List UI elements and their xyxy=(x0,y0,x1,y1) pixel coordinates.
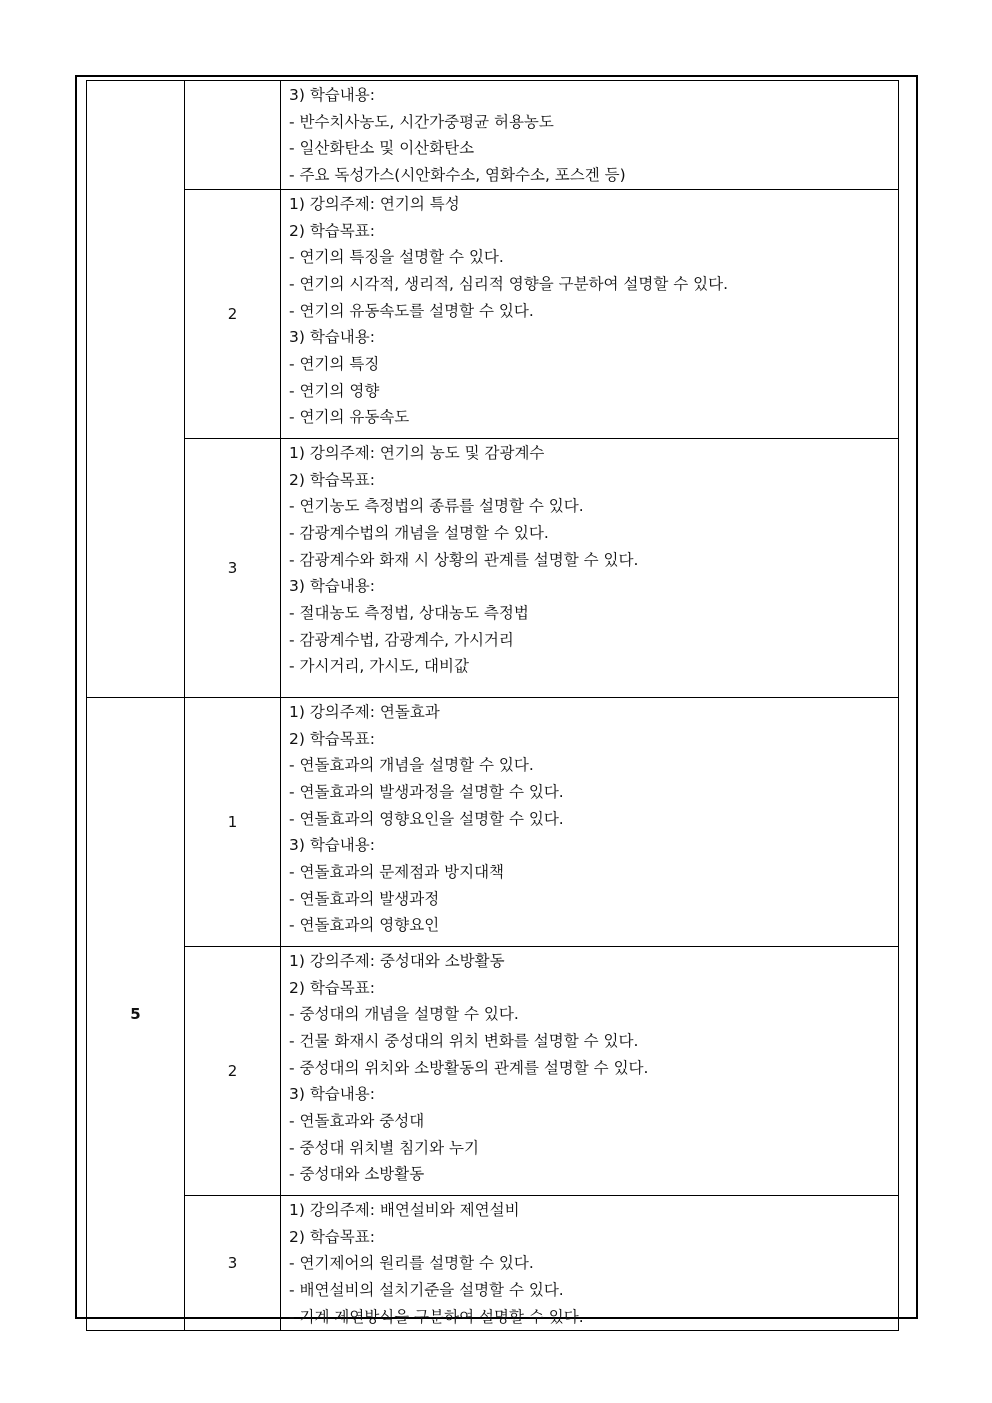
content-line: 2) 학습목표: xyxy=(289,978,375,997)
table-row xyxy=(87,189,899,438)
content-line: - 감광계수법의 개념을 설명할 수 있다. xyxy=(289,523,549,542)
content-line: 1) 강의주제: 연돌효과 xyxy=(289,702,440,721)
content-line: - 연기의 유동속도 xyxy=(289,408,410,427)
content-line: - 연돌효과의 발생과정을 설명할 수 있다. xyxy=(289,782,564,801)
content-line: 1) 강의주제: 중성대와 소방활동 xyxy=(289,951,505,970)
content-line: - 연기농도 측정법의 종류를 설명할 수 있다. xyxy=(289,497,584,516)
content-line: - 가시거리, 가시도, 대비값 xyxy=(289,657,469,676)
content-line: - 중성대의 개념을 설명할 수 있다. xyxy=(289,1005,519,1024)
session-content xyxy=(281,438,899,697)
content-line: 2) 학습목표: xyxy=(289,470,375,489)
content-line: - 절대농도 측정법, 상대농도 측정법 xyxy=(289,604,529,623)
content-line: - 연기의 특징을 설명할 수 있다. xyxy=(289,248,504,267)
content-line: 2) 학습목표: xyxy=(289,1227,375,1246)
content-line: - 중성대 위치별 침기와 누기 xyxy=(289,1138,480,1157)
content-line: - 연돌효과와 중성대 xyxy=(289,1112,425,1131)
content-line: 1) 강의주제: 배연설비와 제연설비 xyxy=(289,1200,520,1219)
content-line: 3) 학습내용: xyxy=(289,836,375,855)
content-line: 2) 학습목표: xyxy=(289,729,375,748)
session-content xyxy=(281,697,899,946)
session-content xyxy=(281,189,899,438)
content-line: - 연돌효과의 개념을 설명할 수 있다. xyxy=(289,756,534,775)
content-line: - 연돌효과의 문제점과 방지대책 xyxy=(289,863,505,882)
content-line: - 중성대의 위치와 소방활동의 관계를 설명할 수 있다. xyxy=(289,1058,649,1077)
content-line: - 연기의 영향 xyxy=(289,381,380,400)
content-line: - 건물 화재시 중성대의 위치 변화를 설명할 수 있다. xyxy=(289,1031,639,1050)
content-line: - 기계 제연방식을 구분하여 설명할 수 있다. xyxy=(289,1307,584,1326)
content-line: 1) 강의주제: 연기의 특성 xyxy=(289,194,460,213)
table-row xyxy=(87,438,899,697)
content-line: 3) 학습내용: xyxy=(289,577,375,596)
content-line: - 주요 독성가스(시안화수소, 염화수소, 포스겐 등) xyxy=(289,166,626,185)
content-line: - 감광계수와 화재 시 상황의 관계를 설명할 수 있다. xyxy=(289,550,639,569)
table-row xyxy=(87,697,899,946)
session-number xyxy=(185,81,281,190)
syllabus-table xyxy=(86,80,899,1331)
session-content xyxy=(281,1195,899,1331)
content-line: - 연기의 시각적, 생리적, 심리적 영향을 구분하여 설명할 수 있다. xyxy=(289,274,729,293)
content-line: - 반수치사농도, 시간가중평균 허용농도 xyxy=(289,112,554,131)
content-line: 3) 학습내용: xyxy=(289,86,375,104)
week-cell-prev xyxy=(87,81,185,698)
table-row xyxy=(87,1195,899,1331)
session-number: 2 xyxy=(185,946,281,1195)
session-number: 3 xyxy=(185,1195,281,1331)
content-line: - 연기제어의 원리를 설명할 수 있다. xyxy=(289,1254,534,1273)
content-line: 3) 학습내용: xyxy=(289,1085,375,1104)
content-line: - 중성대와 소방활동 xyxy=(289,1165,425,1184)
content-line: - 감광계수법, 감광계수, 가시거리 xyxy=(289,630,514,649)
table-row xyxy=(87,946,899,1195)
content-line: - 일산화탄소 및 이산화탄소 xyxy=(289,139,475,158)
session-content xyxy=(281,81,899,190)
content-line: - 연돌효과의 영향요인을 설명할 수 있다. xyxy=(289,809,564,828)
content-line: - 연돌효과의 발생과정 xyxy=(289,889,440,908)
content-line: 3) 학습내용: xyxy=(289,328,375,347)
content-line: - 연돌효과의 영향요인 xyxy=(289,916,440,935)
content-line: - 연기의 유동속도를 설명할 수 있다. xyxy=(289,301,534,320)
session-number: 2 xyxy=(185,189,281,438)
session-number: 1 xyxy=(185,697,281,946)
content-line: 1) 강의주제: 연기의 농도 및 감광계수 xyxy=(289,443,545,462)
content-line: - 연기의 특징 xyxy=(289,355,380,374)
session-content xyxy=(281,946,899,1195)
content-line: 2) 학습목표: xyxy=(289,221,375,240)
session-number: 3 xyxy=(185,438,281,697)
week-number: 5 xyxy=(87,697,185,1331)
table-row xyxy=(87,81,899,190)
content-line: - 배연설비의 설치기준을 설명할 수 있다. xyxy=(289,1280,564,1299)
